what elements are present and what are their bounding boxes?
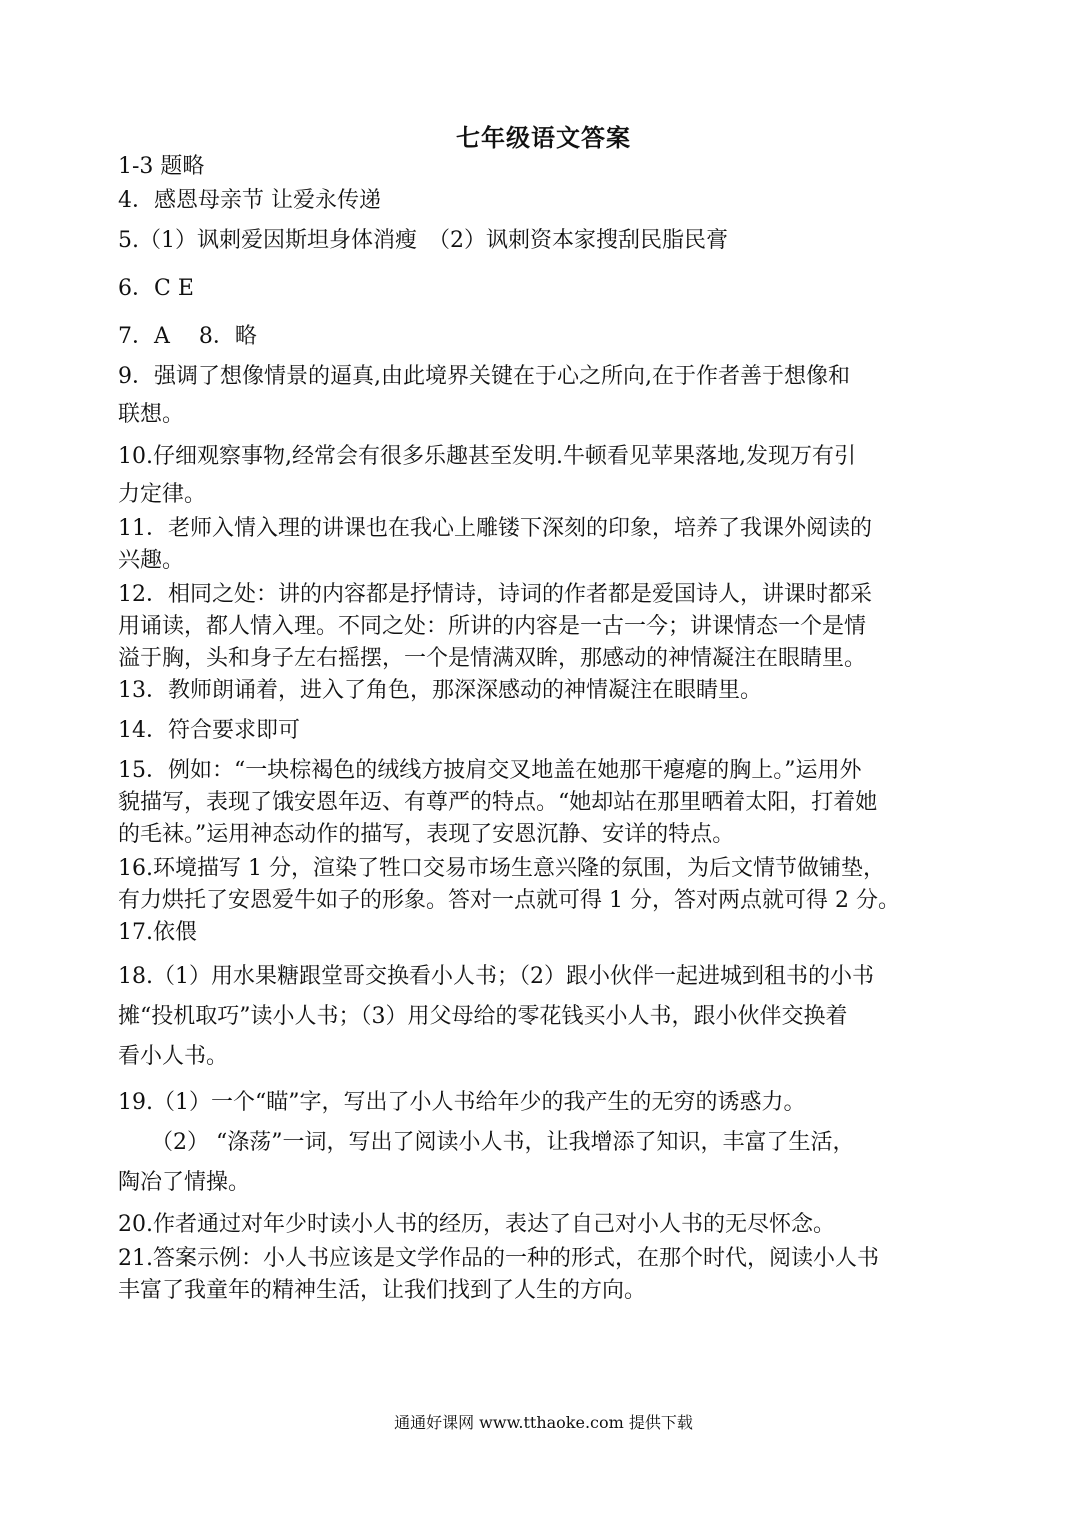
answer-line: 4．感恩母亲节 让爱永传递 — [118, 188, 381, 213]
answer-line: 5.（1）讽刺爱因斯坦身体消瘦 （2）讽刺资本家搜刮民脂民膏 — [118, 228, 728, 253]
answer-line: 13．教师朗诵着，进入了角色，那深深感动的神情凝注在眼睛里。 — [118, 678, 762, 703]
answer-line: 19.（1）一个“瞄”字，写出了小人书给年少的我产生的无穷的诱惑力。 — [118, 1090, 806, 1115]
answer-line: 7．A 8．略 — [118, 324, 257, 349]
answer-line: 有力烘托了安恩爱牛如子的形象。答对一点就可得 1 分，答对两点就可得 2 分。 — [118, 888, 900, 913]
answer-line: 21.答案示例：小人书应该是文学作品的一种的形式，在那个时代，阅读小人书 — [118, 1246, 879, 1271]
answer-line: 6．C E — [118, 276, 194, 301]
page-footer: 通通好课网 www.tthaoke.com 提供下载 — [394, 1413, 693, 1432]
answer-line: 摊“投机取巧”读小人书；（3）用父母给的零花钱买小人书，跟小伙伴交换着 — [118, 1004, 848, 1029]
answer-line: 用诵读，都人情入理。不同之处：所讲的内容是一古一今；讲课情态一个是情 — [118, 614, 867, 639]
answer-line: 15．例如：“一块棕褐色的绒线方披肩交叉地盖在她那干瘪瘪的胸上。”运用外 — [118, 758, 862, 783]
answer-line: 20.作者通过对年少时读小人书的经历，表达了自己对小人书的无尽怀念。 — [118, 1212, 835, 1237]
answer-line: 11．老师入情入理的讲课也在我心上雕镂下深刻的印象，培养了我课外阅读的 — [118, 516, 872, 541]
answer-line: 陶冶了情操。 — [118, 1170, 251, 1195]
answer-line: 12．相同之处：讲的内容都是抒情诗，诗词的作者都是爱国诗人，讲课时都采 — [118, 582, 872, 607]
answer-line: 14．符合要求即可 — [118, 718, 300, 743]
answer-line: 看小人书。 — [118, 1044, 229, 1069]
answer-line: 丰富了我童年的精神生活，让我们找到了人生的方向。 — [118, 1278, 647, 1303]
answer-line: 的毛袜。”运用神态动作的描写，表现了安恩沉静、安详的特点。 — [118, 822, 735, 847]
answer-line: （2） “涤荡”一词，写出了阅读小人书，让我增添了知识，丰富了生活， — [118, 1130, 855, 1155]
answer-line: 联想。 — [118, 402, 185, 427]
answer-line: 力定律。 — [118, 482, 207, 507]
answer-line: 1-3 题略 — [118, 154, 205, 179]
answer-line: 貌描写，表现了饿安恩年迈、有尊严的特点。“她却站在那里晒着太阳，打着她 — [118, 790, 878, 815]
answer-line: 溢于胸，头和身子左右摇摆，一个是情满双眸，那感动的神情凝注在眼睛里。 — [118, 646, 867, 671]
answer-line: 16.环境描写 1 分，渲染了牲口交易市场生意兴隆的氛围，为后文情节做铺垫， — [118, 856, 885, 881]
answer-line: 17.依偎 — [118, 920, 197, 945]
answer-line: 兴趣。 — [118, 548, 185, 573]
answer-line: 9．强调了想像情景的逼真,由此境界关键在于心之所向,在于作者善于想像和 — [118, 364, 850, 389]
page-title: 七年级语文答案 — [456, 123, 631, 152]
answer-line: 18.（1）用水果糖跟堂哥交换看小人书；（2）跟小伙伴一起进城到租书的小书 — [118, 964, 874, 989]
answer-line: 10.仔细观察事物,经常会有很多乐趣甚至发明.牛顿看见苹果落地,发现万有引 — [118, 444, 856, 469]
